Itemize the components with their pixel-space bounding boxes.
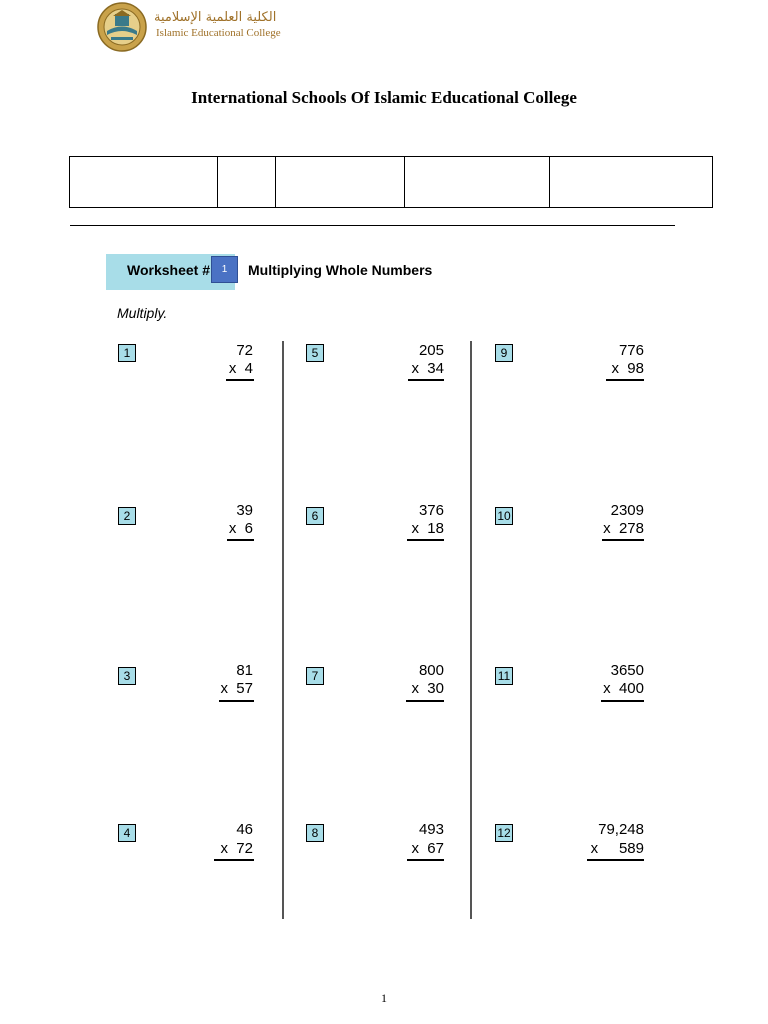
problem-multiplier: x 589: [590, 840, 644, 857]
problem-number: 3: [118, 667, 136, 685]
answer-line: [606, 379, 644, 381]
problem-multiplier: x 4: [228, 360, 253, 377]
answer-line: [407, 539, 444, 541]
problem-number: 7: [306, 667, 324, 685]
problem-number: 6: [306, 507, 324, 525]
school-title: International Schools Of Islamic Educational College: [191, 88, 577, 107]
answer-line: [587, 859, 644, 861]
info-cell[interactable]: [70, 157, 218, 208]
problem-multiplicand: 81: [236, 662, 253, 679]
problem-multiplicand: 205: [418, 342, 444, 359]
problem-number: 12: [495, 824, 513, 842]
problem-multiplier: x 400: [603, 680, 644, 697]
problem-multiplicand: 39: [236, 502, 253, 519]
info-cell[interactable]: [405, 157, 550, 208]
problem-multiplier: x 30: [411, 680, 444, 697]
problem-multiplier: x 67: [411, 840, 444, 857]
problem-multiplicand: 776: [618, 342, 644, 359]
college-logo-icon: [95, 2, 149, 52]
info-cell[interactable]: [218, 157, 276, 208]
problem-number: 9: [495, 344, 513, 362]
problem-number: 5: [306, 344, 324, 362]
problem-multiplier: x 72: [220, 840, 253, 857]
problem-multiplicand: 46: [236, 821, 253, 838]
answer-line: [407, 859, 444, 861]
problem-number: 8: [306, 824, 324, 842]
problem-multiplicand: 79,248: [598, 821, 644, 838]
info-cell[interactable]: [550, 157, 713, 208]
info-cell[interactable]: [276, 157, 405, 208]
page-number: 1: [381, 991, 387, 1005]
worksheet-number-badge: 1: [211, 256, 238, 283]
problem-multiplicand: 3650: [610, 662, 644, 679]
answer-line: [214, 859, 254, 861]
logo-english-text: Islamic Educational College: [156, 27, 281, 39]
worksheet-title: Multiplying Whole Numbers: [248, 262, 433, 278]
problem-multiplicand: 72: [236, 342, 253, 359]
problem-multiplier: x 18: [411, 520, 444, 537]
problem-multiplicand: 2309: [610, 502, 644, 519]
column-divider: [282, 341, 284, 919]
answer-line: [227, 539, 254, 541]
column-divider: [470, 341, 472, 919]
answer-line: [408, 379, 444, 381]
problem-number: 4: [118, 824, 136, 842]
problem-multiplier: x 34: [411, 360, 444, 377]
problem-multiplier: x 6: [228, 520, 253, 537]
worksheet-label: Worksheet #: [127, 262, 210, 278]
problem-number: 10: [495, 507, 513, 525]
answer-line: [406, 700, 444, 702]
problem-number: 11: [495, 667, 513, 685]
problem-multiplier: x 57: [220, 680, 253, 697]
problem-number: 1: [118, 344, 136, 362]
answer-line: [219, 700, 254, 702]
problem-multiplier: x 98: [611, 360, 644, 377]
answer-line: [602, 539, 644, 541]
problem-multiplicand: 800: [418, 662, 444, 679]
problem-multiplier: x 278: [603, 520, 644, 537]
logo-arabic-text: الكلية العلمية الإسلامية: [154, 10, 277, 25]
problem-multiplicand: 493: [418, 821, 444, 838]
problem-multiplicand: 376: [418, 502, 444, 519]
problem-number: 2: [118, 507, 136, 525]
instruction-text: Multiply.: [117, 305, 168, 321]
answer-line: [226, 379, 254, 381]
answer-line: [601, 700, 644, 702]
student-info-table: [69, 156, 713, 208]
header-divider: [70, 225, 675, 226]
